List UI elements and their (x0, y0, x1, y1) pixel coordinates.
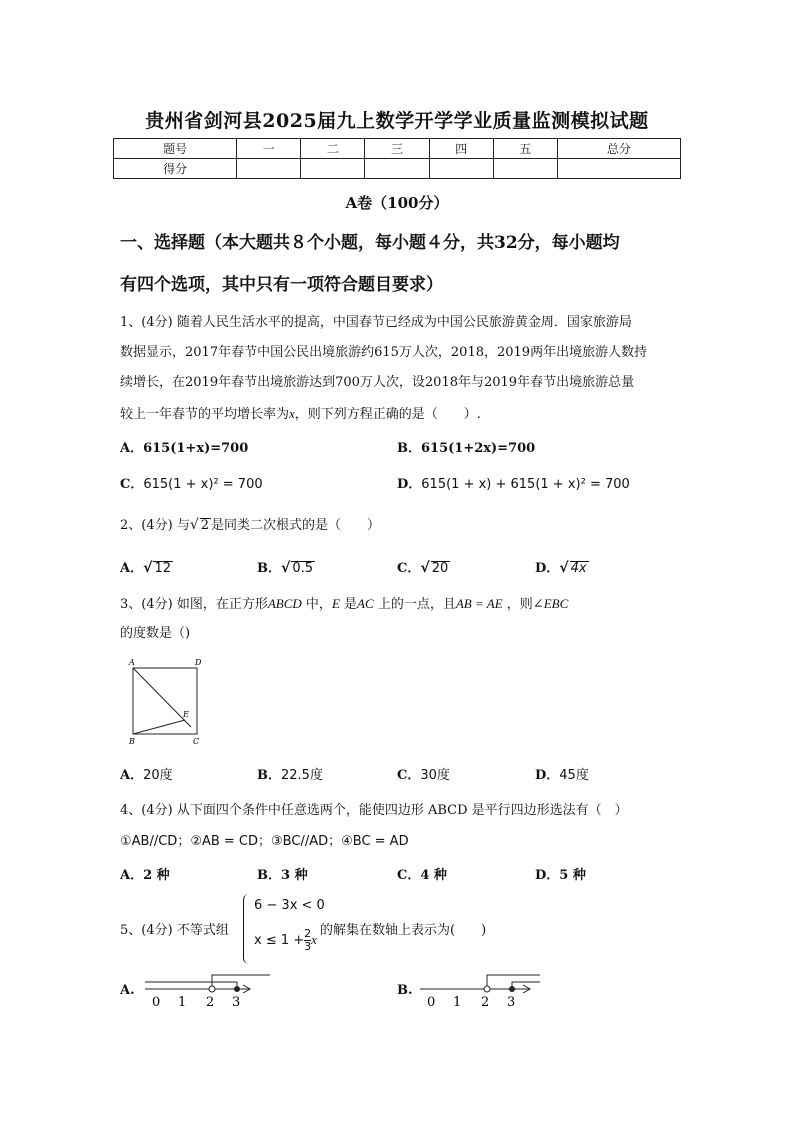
q4-option-c[interactable] (397, 864, 447, 883)
q3-option-b[interactable] (257, 764, 323, 783)
score-cell (557, 159, 680, 179)
q1-line1: 1、(4分) 随着人民生活水平的提高，中国春节已经成为中国公民旅游黄金周．国家旅游局 (120, 315, 632, 330)
q3-stem-line2: 的度数是（) (120, 626, 191, 641)
option-label: C． (120, 477, 144, 492)
option-text: 4 种 (420, 868, 447, 883)
score-cell (237, 159, 301, 179)
open-point (209, 986, 215, 992)
score-table (113, 138, 681, 179)
sqrt-icon: √ (420, 560, 430, 576)
q1-option-c[interactable] (120, 473, 263, 492)
section-heading-line2: 有四个选项，其中只有一项符合题目要求） (120, 275, 443, 295)
q3-equation: AB = AE (455, 596, 503, 611)
q3-square-figure (125, 656, 210, 748)
option-label: D． (535, 768, 560, 783)
q4-option-a[interactable] (120, 864, 170, 883)
tick-label: 1 (453, 995, 462, 1010)
option-label: B． (257, 768, 281, 783)
score-cell (301, 159, 365, 179)
option-text: 22.5度 (281, 768, 323, 783)
option-text: 30度 (420, 768, 450, 783)
q2-stem-tail: 是同类二次根式的是（ ） (211, 518, 381, 533)
q3-segment-ac: AC (357, 596, 374, 611)
tick-label: 3 (232, 995, 241, 1010)
tick-label: 2 (481, 995, 490, 1010)
q3-point-e: E (331, 596, 340, 611)
score-header-cell: 总分 (557, 139, 680, 159)
tick-label: 3 (507, 995, 516, 1010)
option-text: 5 种 (559, 868, 586, 883)
tick-label: 0 (152, 995, 161, 1010)
sqrt-icon: √ (143, 560, 153, 576)
option-text: 615(1+2x)=700 (421, 441, 536, 456)
q2-option-b[interactable] (257, 557, 315, 576)
page-title: 贵州省剑河县2025届九上数学开学学业质量监测模拟试题 (145, 110, 649, 132)
fraction-denominator: 3 (304, 940, 312, 953)
option-label: C． (397, 561, 421, 576)
q3-angle: EBC (543, 596, 569, 611)
vertex-label-b: B (129, 737, 135, 746)
q1-option-b[interactable] (397, 437, 535, 456)
score-header-cell: 五 (493, 139, 557, 159)
vertex-label-d: D (195, 658, 202, 667)
score-cell (429, 159, 493, 179)
score-header-cell: 一 (237, 139, 301, 159)
q4-option-d[interactable] (535, 864, 586, 883)
q3-option-c[interactable] (397, 764, 450, 783)
q1-line3: 续增长，在2019年春节出境旅游达到700万人次，设2018年与2019年春节出境旅游总量 (120, 375, 635, 390)
option-label: D． (535, 868, 560, 883)
q3-square-name: ABCD (267, 596, 302, 611)
q5-stem-suffix: 的解集在数轴上表示为( ) (320, 923, 487, 938)
q5-option-b-label[interactable]: B. (397, 983, 413, 998)
q5-stem-prefix: 5、(4分) 不等式组 (120, 923, 229, 938)
sqrt-icon: √ (559, 560, 569, 576)
q1-option-a[interactable] (120, 437, 248, 456)
q4-option-b[interactable] (257, 864, 308, 883)
option-radicand: 20 (431, 561, 449, 576)
q1-line4-tail: ，则下列方程正确的是（ ）. (294, 407, 481, 422)
vertex-label-c: C (193, 737, 200, 746)
q3-text: ，则∠ (506, 597, 544, 612)
option-text: 615(1 + x) + 615(1 + x)² = 700 (421, 477, 630, 492)
sqrt-icon: √ (189, 517, 199, 533)
q3-text: 3、(4分) 如图，在正方形 (120, 597, 268, 612)
option-label: C． (397, 868, 421, 883)
q5-option-a-label[interactable]: A. (120, 983, 135, 998)
section-heading-line1: 一、选择题（本大题共８个小题，每小题４分，共32分，每小题均 (120, 233, 620, 253)
score-cell (493, 159, 557, 179)
q1-line4-text: 较上一年春节的平均增长率为 (120, 407, 290, 422)
closed-point (234, 986, 240, 992)
q3-text: 是 (344, 597, 358, 612)
brace-icon (243, 894, 252, 964)
q3-option-d[interactable] (535, 764, 589, 783)
q3-option-a[interactable] (120, 764, 173, 783)
q1-variable: x (289, 406, 295, 421)
score-row-label: 得分 (114, 159, 237, 179)
q4-conditions: ①AB//CD；②AB = CD；③BC//AD；④BC = AD (120, 834, 409, 849)
option-label: B． (397, 441, 421, 456)
vertex-label-a: A (129, 658, 135, 667)
sqrt-icon: √ (281, 560, 291, 576)
option-text: 20度 (143, 768, 173, 783)
option-radicand: 12 (154, 561, 171, 576)
option-label: D． (397, 477, 422, 492)
option-label: B． (257, 868, 281, 883)
option-radicand: 0.5 (292, 561, 314, 576)
q3-text: 中， (305, 597, 332, 612)
option-label: A． (120, 561, 144, 576)
q4-stem: 4、(4分) 从下面四个条件中任意选两个，能使四边形 ABCD 是平行四边形选法有（ ） (120, 803, 628, 818)
q5-inequality-1: 6 − 3x < 0 (254, 898, 325, 913)
score-header-cell: 二 (301, 139, 365, 159)
ineq2-variable: x (311, 932, 317, 947)
ineq2-left: x ≤ 1 + (254, 933, 305, 948)
q2-stem (120, 512, 680, 539)
closed-point (509, 986, 515, 992)
open-point (484, 986, 490, 992)
score-header-cell: 题号 (114, 139, 237, 159)
fraction-numerator: 2 (304, 927, 312, 940)
q2-option-a[interactable] (120, 557, 173, 576)
option-text: 45度 (559, 768, 589, 783)
option-text: 615(1+x)=700 (143, 441, 249, 456)
q5-inequality-2 (254, 928, 317, 953)
q2-option-c[interactable] (397, 557, 450, 576)
score-cell (365, 159, 429, 179)
q1-line2: 数据显示，2017年春节中国公民出境旅游约615万人次，2018，2019两年出境旅游人数持 (120, 345, 648, 360)
option-radicand: 4x (570, 561, 587, 576)
vertex-label-e: E (183, 710, 189, 719)
option-label: D． (535, 561, 560, 576)
option-text: 3 种 (281, 868, 308, 883)
segment-be (133, 720, 185, 734)
score-table-score-row (114, 159, 681, 179)
q2-stem-text: 2、(4分) 与 (120, 518, 190, 533)
volume-heading: A卷（100分） (345, 194, 449, 212)
q2-radicand: 2 (200, 518, 210, 533)
q5-option-a-numberline[interactable] (140, 970, 275, 1010)
q3-stem-line1 (120, 590, 680, 618)
option-label: B． (257, 561, 281, 576)
ray-left (145, 982, 237, 989)
tick-label: 1 (178, 995, 187, 1010)
score-table-header-row (114, 139, 681, 159)
score-header-cell: 三 (365, 139, 429, 159)
tick-label: 0 (427, 995, 436, 1010)
q1-line4 (120, 400, 680, 428)
tick-label: 2 (206, 995, 215, 1010)
q2-option-d[interactable] (535, 557, 589, 576)
q3-text: 上的一点，且 (377, 597, 456, 612)
option-text: 2 种 (143, 868, 170, 883)
ray-right-2 (512, 982, 540, 989)
option-label: A． (120, 868, 144, 883)
q5-option-b-numberline[interactable] (415, 970, 550, 1010)
score-header-cell: 四 (429, 139, 493, 159)
option-label: A． (120, 441, 144, 456)
option-label: A． (120, 768, 144, 783)
option-label: C． (397, 768, 421, 783)
option-text: 615(1 + x)² = 700 (143, 477, 263, 492)
q1-option-d[interactable] (397, 473, 630, 492)
